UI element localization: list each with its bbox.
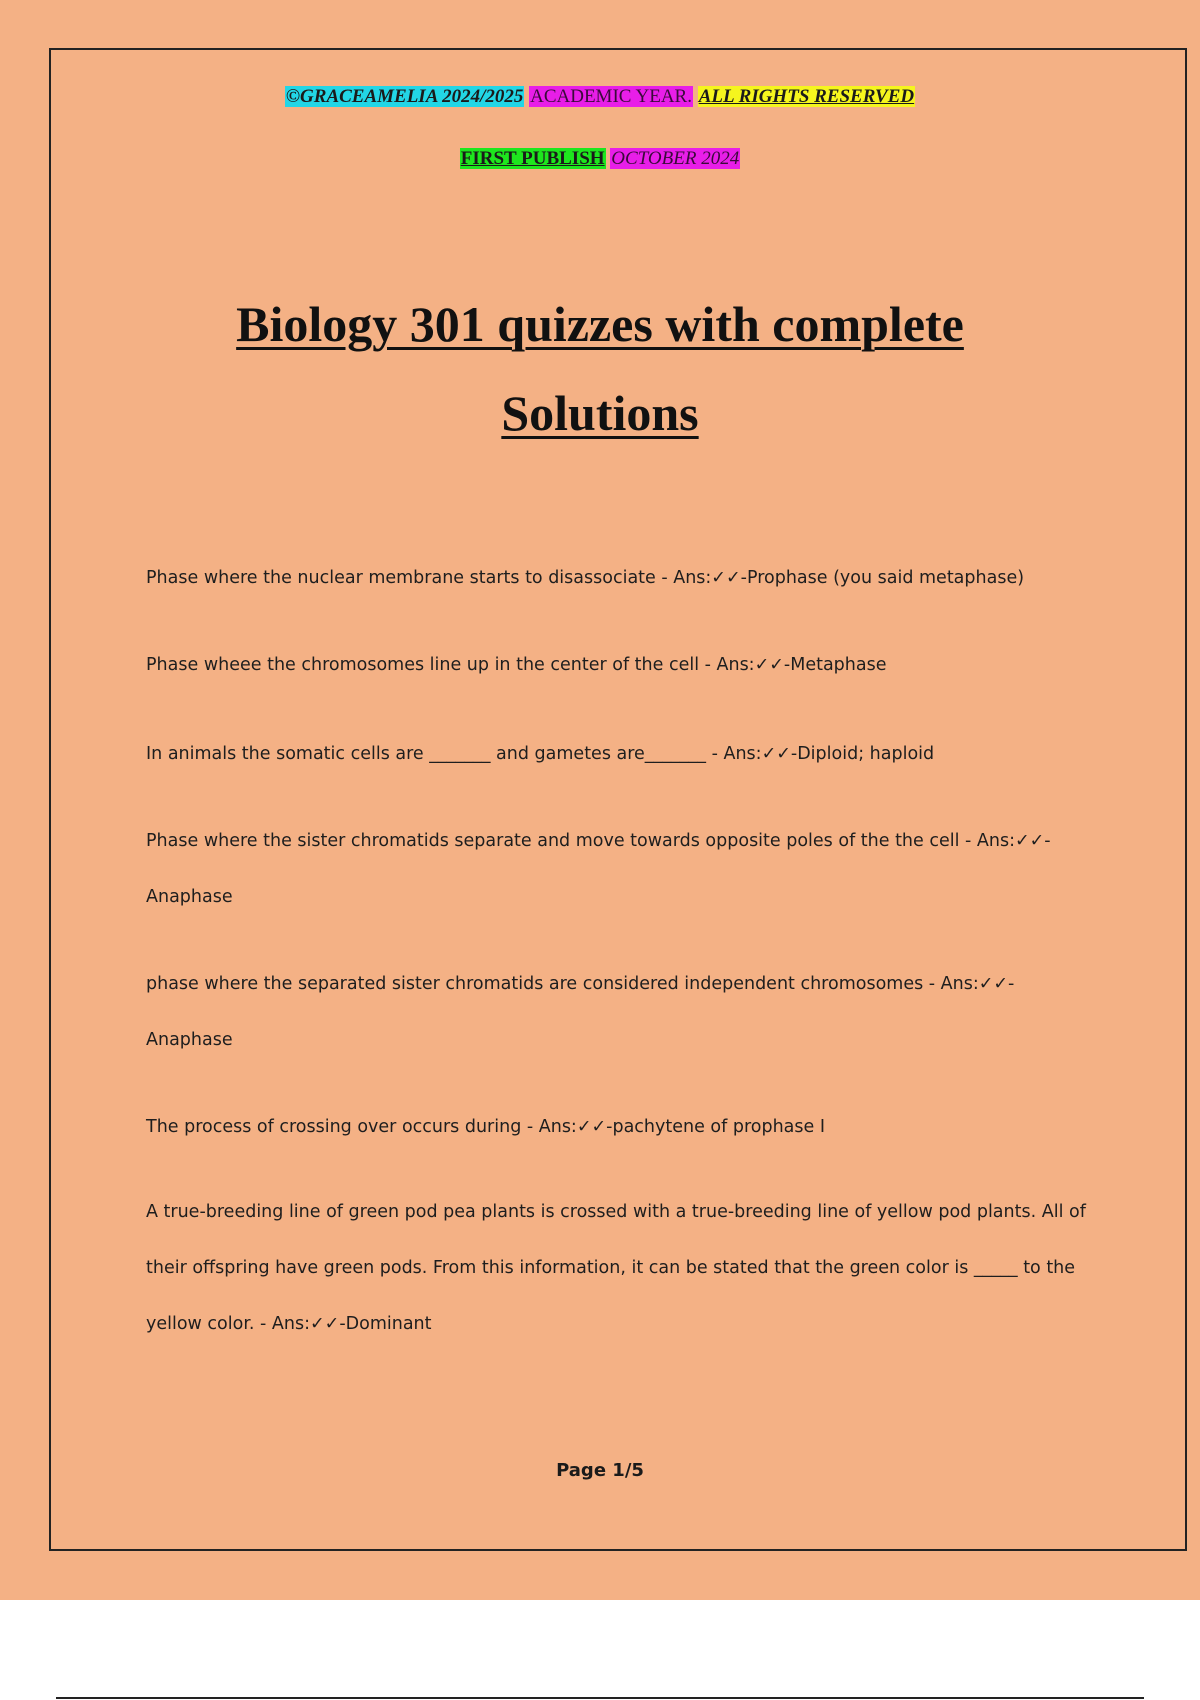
question-answer-2: Phase wheee the chromosomes line up in the center of the cell - Ans:✓✓-Metaphase [146, 655, 887, 675]
question-answer-1: Phase where the nuclear membrane starts to disassociate - Ans:✓✓-Prophase (you said metaphase) [146, 568, 1025, 588]
copyright-text: ©GRACEAMELIA 2024/2025 [285, 86, 524, 107]
academic-year-text: ACADEMIC YEAR. [530, 86, 692, 107]
question-answer-7: A true-breeding line of green pod pea plants is crossed with a true-breeding line of yellow pod plants. All of their offspring have green pods. From this information, it can be stated that the green color is _____ to the yellow color. - Ans:✓✓-Dominant [146, 1202, 1086, 1334]
document-title [100, 280, 1100, 458]
bottom-rule [56, 1697, 1144, 1699]
question-answer-3: In animals the somatic cells are _______ and gametes are_______ - Ans:✓✓-Diploid; haploid [146, 744, 935, 764]
rights-text: ALL RIGHTS RESERVED [698, 86, 915, 107]
publish-date-text: OCTOBER 2024 [611, 148, 740, 169]
question-answer-5: phase where the separated sister chromatids are considered independent chromosomes - Ans:✓✓- Anaphase [146, 974, 1015, 1050]
title-line-2: Solutions [501, 385, 699, 441]
publish-line [0, 148, 1200, 170]
first-publish-text: FIRST PUBLISH [460, 148, 605, 169]
question-answer-4: Phase where the sister chromatids separate and move towards opposite poles of the the cell - Ans:✓✓- Anaphase [146, 831, 1051, 907]
title-line-1: Biology 301 quizzes with complete [236, 296, 964, 352]
question-answer-6: The process of crossing over occurs during - Ans:✓✓-pachytene of prophase I [146, 1117, 826, 1137]
copyright-line [0, 86, 1200, 108]
page-number: Page 1/5 [556, 1460, 644, 1481]
